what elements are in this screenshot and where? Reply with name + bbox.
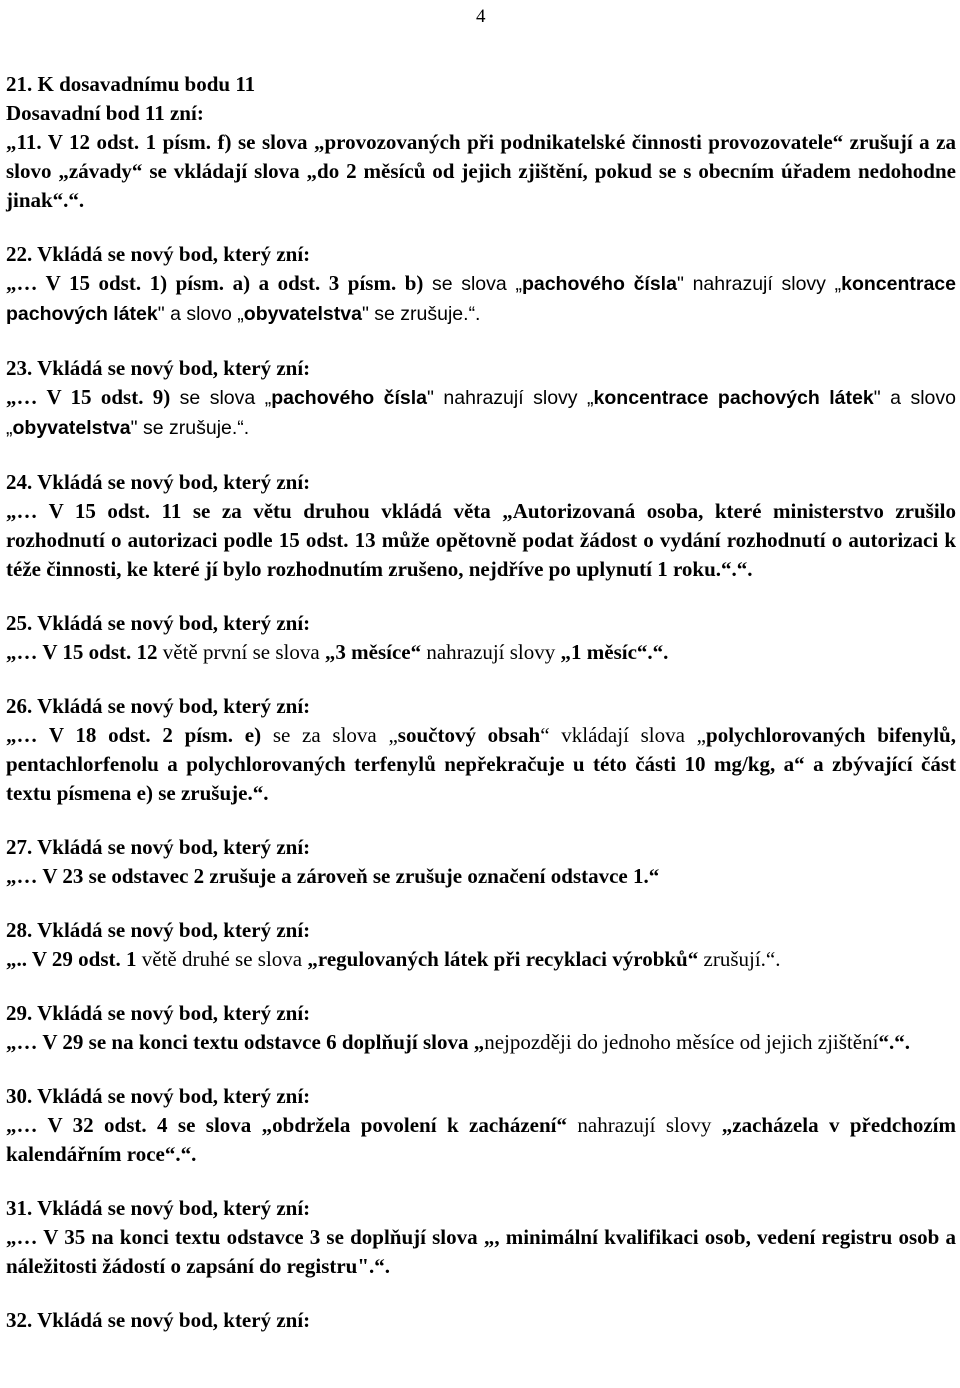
amendment-text-run: součtový obsah (397, 723, 541, 747)
amendment-heading: 21. K dosavadnímu bodu 11 (6, 72, 256, 96)
amendment-point-30 (6, 1082, 956, 1169)
amendment-heading: 30. Vkládá se nový bod, který zní: (6, 1084, 311, 1108)
amendment-point-23 (6, 354, 956, 443)
amendment-text (6, 269, 956, 329)
amendment-text-run: „zacházela v předchozím kalendářním roce“.“. (6, 1113, 956, 1166)
amendment-text (6, 1111, 956, 1169)
amendment-text-run: se slova „ (431, 273, 522, 295)
amendment-heading: 29. Vkládá se nový bod, který zní: (6, 1001, 311, 1025)
amendment-text-run: pachového čísla (521, 273, 677, 295)
amendment-text-run: " se zrušuje.“. (130, 417, 250, 439)
amendment-point-26 (6, 692, 956, 808)
amendment-heading: 27. Vkládá se nový bod, který zní: (6, 835, 311, 859)
amendment-point-27 (6, 833, 956, 891)
amendment-point-28 (6, 916, 956, 974)
amendment-text (6, 862, 956, 891)
amendment-text-run: „… V 18 odst. 2 písm. e) (6, 723, 273, 747)
amendment-text (6, 721, 956, 808)
amendment-point-32 (6, 1306, 956, 1335)
amendment-text-run: „… V 15 odst. 9) (6, 385, 180, 409)
amendment-text-run: „… V 29 se na konci textu odstavce 6 doplňují slova „ (6, 1030, 485, 1054)
page-number: 4 (476, 6, 486, 27)
amendment-heading: 28. Vkládá se nový bod, který zní: (6, 918, 311, 942)
amendment-heading: 25. Vkládá se nový bod, který zní: (6, 611, 311, 635)
amendment-text-run: „1 měsíc“.“. (560, 640, 669, 664)
amendment-text-run: „… V 35 na konci textu odstavce 3 se doplňují slova „, minimální kvalifikaci osob, vedení registru osob a náležitosti žádostí o zapsání do registru".“. (6, 1225, 956, 1278)
amendment-text-run: obyvatelstva (243, 303, 362, 325)
amendment-text-run: „.. V 29 odst. 1 (6, 947, 142, 971)
amendment-text-run: zrušují.“. (703, 947, 781, 971)
amendment-heading: 32. Vkládá se nový bod, který zní: (6, 1308, 311, 1332)
amendment-point-21 (6, 70, 956, 215)
amendment-point-24 (6, 468, 956, 584)
amendment-text-run: se za slova „ (272, 723, 398, 747)
amendment-point-22 (6, 240, 956, 329)
amendment-text-run: koncentrace pachových látek (593, 387, 874, 409)
amendment-text-run: “.“. (878, 1030, 910, 1054)
amendment-text-run: obyvatelstva (12, 417, 131, 439)
amendment-text-run: „… V 32 odst. 4 se slova „obdržela povolení k zacházení“ (6, 1113, 578, 1137)
amendment-text (6, 497, 956, 584)
amendment-text-run: „11. V 12 odst. 1 písm. f) se slova „provozovaných při podnikatelské činnosti provozovatele“ zrušují a za slovo „závady“ se vkládají slova „do 2 měsíců od jejich zjištění, pokud se s obecním úřadem nedohodne jinak“.“. (6, 130, 956, 212)
amendment-text-run: “ vkládají slova „ (540, 723, 707, 747)
amendment-text-run: pachového čísla (271, 387, 427, 409)
amendment-text (6, 1028, 956, 1057)
amendment-text (6, 1223, 956, 1281)
amendment-text-run: větě druhé se slova (141, 947, 308, 971)
amendment-text (6, 128, 956, 215)
amendment-point-29 (6, 999, 956, 1057)
amendment-text-run: nahrazují slovy (426, 640, 561, 664)
amendment-text-run: " a slovo „ (157, 303, 244, 325)
amendment-text-run: nejpozději do jednoho měsíce od jejich zjištění (484, 1030, 879, 1054)
amendment-text-run: „… V 15 odst. 1) písm. a) a odst. 3 písm. b) (6, 271, 432, 295)
amendment-heading: Dosavadní bod 11 zní: (6, 101, 204, 125)
amendment-point-31 (6, 1194, 956, 1281)
amendment-text-run: „… V 23 se odstavec 2 zrušuje a zároveň se zrušuje označení odstavce 1.“ (6, 864, 660, 888)
amendment-text-run: polychlorovaných bifenylů, pentachlorfenolu a polychlorovaných terfenylů nepřekračuje u této části 10 mg/kg, a“ a zbývající část textu písmena e) se zrušuje.“. (6, 723, 956, 805)
amendment-text (6, 638, 956, 667)
amendment-text-run: větě první se slova (162, 640, 325, 664)
document-body (6, 70, 956, 1360)
amendment-heading: 22. Vkládá se nový bod, který zní: (6, 242, 311, 266)
amendment-text-run: „… V 15 odst. 11 se za větu druhou vkládá věta „Autorizovaná osoba, které ministerstvo zrušilo rozhodnutí o autorizaci podle 15 odst. 13 může opětovně podat žádost o vydání rozhodnutí o autorizaci k téže činnosti, ke které jí bylo rozhodnutím zrušeno, nejdříve po uplynutí 1 roku.“.“. (6, 499, 956, 581)
amendment-text-run: nahrazují slovy (577, 1113, 722, 1137)
amendment-heading: 23. Vkládá se nový bod, který zní: (6, 356, 311, 380)
amendment-text (6, 945, 956, 974)
amendment-heading: 26. Vkládá se nový bod, který zní: (6, 694, 311, 718)
amendment-text-run: " nahrazují slovy „ (427, 387, 594, 409)
amendment-text (6, 383, 956, 443)
amendment-text-run: " nahrazují slovy „ (676, 273, 842, 295)
amendment-text-run: se slova „ (179, 387, 272, 409)
amendment-point-25 (6, 609, 956, 667)
amendment-text-run: „… V 15 odst. 12 (6, 640, 163, 664)
amendment-text-run: " a slovo „ (6, 387, 956, 439)
amendment-text-run: koncentrace pachových látek (6, 273, 956, 325)
amendment-text-run: „regulovaných látek při recyklaci výrobků“ (307, 947, 704, 971)
amendment-heading: 24. Vkládá se nový bod, který zní: (6, 470, 311, 494)
amendment-heading: 31. Vkládá se nový bod, který zní: (6, 1196, 311, 1220)
amendment-text-run: „3 měsíce“ (324, 640, 427, 664)
amendment-text-run: " se zrušuje.“. (361, 303, 481, 325)
